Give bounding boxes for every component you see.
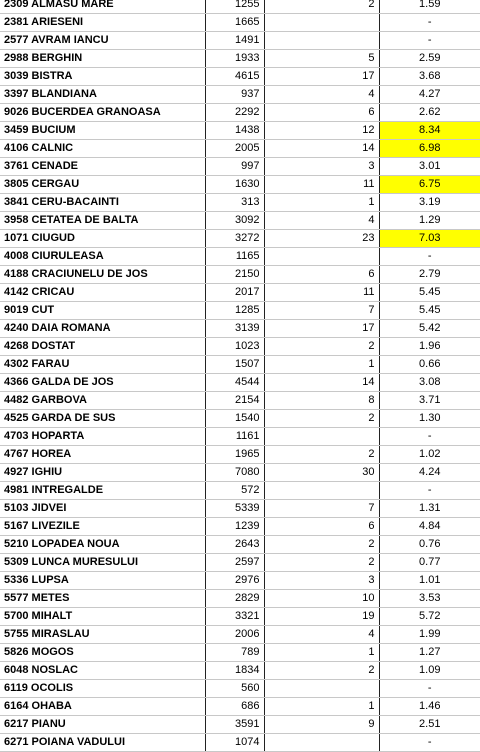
cell-locality[interactable]: 5826 MOGOS — [0, 644, 205, 662]
cell-locality[interactable]: 4142 CRICAU — [0, 284, 205, 302]
cell-cases[interactable]: 30 — [264, 464, 379, 482]
cell-rate[interactable]: 3.08 — [379, 374, 480, 392]
cell-locality[interactable]: 9026 BUCERDEA GRANOASA — [0, 104, 205, 122]
table-row — [0, 0, 480, 14]
table-row — [0, 734, 480, 752]
cell-locality[interactable]: 4927 IGHIU — [0, 464, 205, 482]
cell-population[interactable]: 5339 — [205, 500, 264, 518]
table-row — [0, 266, 480, 284]
cell-cases[interactable]: 1 — [264, 698, 379, 716]
table-row — [0, 86, 480, 104]
table-row — [0, 338, 480, 356]
cell-locality[interactable]: 2577 AVRAM IANCU — [0, 32, 205, 50]
table-row — [0, 428, 480, 446]
cell-cases[interactable]: 11 — [264, 176, 379, 194]
table-row — [0, 284, 480, 302]
cell-population[interactable]: 560 — [205, 680, 264, 698]
cell-population[interactable]: 1491 — [205, 32, 264, 50]
cell-rate[interactable]: 4.27 — [379, 86, 480, 104]
table-row — [0, 14, 480, 32]
table-row — [0, 644, 480, 662]
cell-rate[interactable]: - — [379, 14, 480, 32]
cell-cases[interactable]: 6 — [264, 518, 379, 536]
cell-rate[interactable]: 6.75 — [379, 176, 480, 194]
cell-rate[interactable]: 3.68 — [379, 68, 480, 86]
cell-rate[interactable]: 7.03 — [379, 230, 480, 248]
cell-cases[interactable]: 5 — [264, 50, 379, 68]
table-row — [0, 482, 480, 500]
cell-rate[interactable]: - — [379, 680, 480, 698]
cell-rate[interactable]: - — [379, 734, 480, 752]
cell-cases[interactable]: 2 — [264, 338, 379, 356]
cell-cases[interactable]: 3 — [264, 572, 379, 590]
cell-population[interactable]: 3139 — [205, 320, 264, 338]
cell-rate[interactable]: 6.98 — [379, 140, 480, 158]
cell-population[interactable]: 686 — [205, 698, 264, 716]
cell-population[interactable]: 2154 — [205, 392, 264, 410]
cell-rate[interactable]: - — [379, 482, 480, 500]
cell-population[interactable]: 572 — [205, 482, 264, 500]
table-row — [0, 554, 480, 572]
cell-cases[interactable]: 10 — [264, 590, 379, 608]
cell-population[interactable]: 3092 — [205, 212, 264, 230]
cell-population[interactable]: 2643 — [205, 536, 264, 554]
cell-rate[interactable]: 1.01 — [379, 572, 480, 590]
cell-rate[interactable]: 0.77 — [379, 554, 480, 572]
cell-locality[interactable]: 4767 HOREA — [0, 446, 205, 464]
cell-locality[interactable]: 2988 BERGHIN — [0, 50, 205, 68]
cell-population[interactable]: 2006 — [205, 626, 264, 644]
cell-rate[interactable]: 1.30 — [379, 410, 480, 428]
cell-locality[interactable]: 5755 MIRASLAU — [0, 626, 205, 644]
cell-locality[interactable]: 4482 GARBOVA — [0, 392, 205, 410]
cell-population[interactable]: 2005 — [205, 140, 264, 158]
cell-locality[interactable]: 6119 OCOLIS — [0, 680, 205, 698]
cell-population[interactable]: 1507 — [205, 356, 264, 374]
cell-locality[interactable]: 4302 FARAU — [0, 356, 205, 374]
cell-population[interactable]: 2976 — [205, 572, 264, 590]
cell-rate[interactable]: 3.01 — [379, 158, 480, 176]
cell-population[interactable]: 2150 — [205, 266, 264, 284]
cell-rate[interactable]: 5.42 — [379, 320, 480, 338]
cell-cases[interactable]: 7 — [264, 500, 379, 518]
cell-locality[interactable]: 4106 CALNIC — [0, 140, 205, 158]
table-row — [0, 536, 480, 554]
cell-population[interactable]: 4615 — [205, 68, 264, 86]
cell-locality[interactable]: 3397 BLANDIANA — [0, 86, 205, 104]
cell-rate[interactable]: 4.24 — [379, 464, 480, 482]
cell-locality[interactable]: 4188 CRACIUNELU DE JOS — [0, 266, 205, 284]
table-row — [0, 464, 480, 482]
cell-population[interactable]: 1285 — [205, 302, 264, 320]
cell-rate[interactable]: 1.02 — [379, 446, 480, 464]
cell-rate[interactable]: 1.99 — [379, 626, 480, 644]
cell-population[interactable]: 313 — [205, 194, 264, 212]
table-row — [0, 176, 480, 194]
cell-cases[interactable]: 23 — [264, 230, 379, 248]
cell-locality[interactable]: 4008 CIURULEASA — [0, 248, 205, 266]
cell-population[interactable]: 2017 — [205, 284, 264, 302]
cell-population[interactable]: 1630 — [205, 176, 264, 194]
cell-rate[interactable]: 2.79 — [379, 266, 480, 284]
cell-cases[interactable]: 2 — [264, 536, 379, 554]
cell-population[interactable]: 3321 — [205, 608, 264, 626]
cell-rate[interactable]: 2.59 — [379, 50, 480, 68]
cell-locality[interactable]: 5103 JIDVEI — [0, 500, 205, 518]
cell-rate[interactable]: 1.09 — [379, 662, 480, 680]
cell-cases[interactable]: 6 — [264, 104, 379, 122]
cell-population[interactable]: 937 — [205, 86, 264, 104]
cell-locality[interactable]: 1071 CIUGUD — [0, 230, 205, 248]
cell-cases[interactable]: 2 — [264, 0, 379, 14]
cell-cases[interactable]: 2 — [264, 446, 379, 464]
cell-rate[interactable]: 2.51 — [379, 716, 480, 734]
cell-rate[interactable]: 5.45 — [379, 284, 480, 302]
cell-rate[interactable]: 0.66 — [379, 356, 480, 374]
cell-rate[interactable]: 1.46 — [379, 698, 480, 716]
cell-locality[interactable]: 4268 DOSTAT — [0, 338, 205, 356]
cell-rate[interactable]: 1.29 — [379, 212, 480, 230]
cell-population[interactable]: 1161 — [205, 428, 264, 446]
cell-cases[interactable]: 2 — [264, 554, 379, 572]
cell-cases[interactable]: 7 — [264, 302, 379, 320]
cell-locality[interactable]: 3841 CERU-BACAINTI — [0, 194, 205, 212]
cell-population[interactable]: 7080 — [205, 464, 264, 482]
cell-rate[interactable]: 1.59 — [379, 0, 480, 14]
cell-cases[interactable]: 3 — [264, 158, 379, 176]
cell-population[interactable]: 1965 — [205, 446, 264, 464]
table-row — [0, 698, 480, 716]
cell-population[interactable]: 2829 — [205, 590, 264, 608]
table-row — [0, 122, 480, 140]
cell-cases[interactable]: 8 — [264, 392, 379, 410]
cell-cases[interactable] — [264, 14, 379, 32]
cell-cases[interactable]: 1 — [264, 356, 379, 374]
cell-cases[interactable]: 4 — [264, 212, 379, 230]
cell-cases[interactable]: 11 — [264, 284, 379, 302]
cell-cases[interactable]: 19 — [264, 608, 379, 626]
cell-locality[interactable]: 5336 LUPSA — [0, 572, 205, 590]
cell-population[interactable]: 4544 — [205, 374, 264, 392]
cell-population[interactable]: 997 — [205, 158, 264, 176]
cell-population[interactable]: 1438 — [205, 122, 264, 140]
table-row — [0, 356, 480, 374]
cell-locality[interactable]: 5577 METES — [0, 590, 205, 608]
cell-rate[interactable]: 1.96 — [379, 338, 480, 356]
cell-cases[interactable]: 2 — [264, 410, 379, 428]
cell-cases[interactable]: 17 — [264, 68, 379, 86]
cell-cases[interactable]: 14 — [264, 140, 379, 158]
table-row — [0, 572, 480, 590]
cell-cases[interactable] — [264, 32, 379, 50]
table-row — [0, 158, 480, 176]
cell-rate[interactable]: 4.84 — [379, 518, 480, 536]
cell-population[interactable]: 1540 — [205, 410, 264, 428]
cell-locality[interactable]: 4366 GALDA DE JOS — [0, 374, 205, 392]
cell-cases[interactable]: 4 — [264, 626, 379, 644]
cell-population[interactable]: 2597 — [205, 554, 264, 572]
table-row — [0, 392, 480, 410]
cell-locality[interactable]: 4240 DAIA ROMANA — [0, 320, 205, 338]
table-row — [0, 608, 480, 626]
cell-locality[interactable]: 5700 MIHALT — [0, 608, 205, 626]
cell-locality[interactable]: 3459 BUCIUM — [0, 122, 205, 140]
cell-cases[interactable] — [264, 248, 379, 266]
cell-rate[interactable]: 1.27 — [379, 644, 480, 662]
table-row — [0, 320, 480, 338]
cell-rate[interactable]: 5.72 — [379, 608, 480, 626]
cell-locality[interactable]: 2381 ARIESENI — [0, 14, 205, 32]
cell-cases[interactable]: 12 — [264, 122, 379, 140]
cell-locality[interactable]: 5210 LOPADEA NOUA — [0, 536, 205, 554]
table-row — [0, 140, 480, 158]
table-row — [0, 302, 480, 320]
cell-rate[interactable]: 5.45 — [379, 302, 480, 320]
cell-locality[interactable]: 6164 OHABA — [0, 698, 205, 716]
table-row — [0, 662, 480, 680]
cell-population[interactable]: 1074 — [205, 734, 264, 752]
cell-cases[interactable] — [264, 680, 379, 698]
cell-locality[interactable]: 4703 HOPARTA — [0, 428, 205, 446]
cell-rate[interactable]: 8.34 — [379, 122, 480, 140]
cell-locality[interactable]: 6271 POIANA VADULUI — [0, 734, 205, 752]
cell-locality[interactable]: 4525 GARDA DE SUS — [0, 410, 205, 428]
table-row — [0, 590, 480, 608]
cell-rate[interactable]: 3.71 — [379, 392, 480, 410]
cell-cases[interactable] — [264, 428, 379, 446]
cell-cases[interactable]: 4 — [264, 86, 379, 104]
cell-rate[interactable]: - — [379, 428, 480, 446]
table-row — [0, 680, 480, 698]
cell-cases[interactable]: 17 — [264, 320, 379, 338]
cell-locality[interactable]: 5309 LUNCA MURESULUI — [0, 554, 205, 572]
cell-population[interactable]: 1834 — [205, 662, 264, 680]
cell-locality[interactable]: 3805 CERGAU — [0, 176, 205, 194]
cell-population[interactable]: 3272 — [205, 230, 264, 248]
table-row — [0, 68, 480, 86]
cell-cases[interactable]: 1 — [264, 644, 379, 662]
cell-population[interactable]: 1239 — [205, 518, 264, 536]
cell-population[interactable]: 2292 — [205, 104, 264, 122]
table-row — [0, 230, 480, 248]
table-row — [0, 374, 480, 392]
table-row — [0, 500, 480, 518]
cell-rate[interactable]: 0.76 — [379, 536, 480, 554]
cell-locality[interactable]: 2309 ALMASU MARE — [0, 0, 205, 14]
table-row — [0, 716, 480, 734]
cell-locality[interactable]: 6217 PIANU — [0, 716, 205, 734]
table-row — [0, 50, 480, 68]
cell-cases[interactable]: 1 — [264, 194, 379, 212]
cell-locality[interactable]: 9019 CUT — [0, 302, 205, 320]
cell-cases[interactable]: 2 — [264, 662, 379, 680]
cell-cases[interactable]: 14 — [264, 374, 379, 392]
cell-rate[interactable]: 3.53 — [379, 590, 480, 608]
cell-population[interactable]: 1023 — [205, 338, 264, 356]
cell-cases[interactable] — [264, 482, 379, 500]
cell-locality[interactable]: 4981 INTREGALDE — [0, 482, 205, 500]
cell-cases[interactable]: 9 — [264, 716, 379, 734]
table-row — [0, 626, 480, 644]
table-row — [0, 194, 480, 212]
cell-rate[interactable]: 1.31 — [379, 500, 480, 518]
cell-locality[interactable]: 5167 LIVEZILE — [0, 518, 205, 536]
table-row — [0, 212, 480, 230]
cell-cases[interactable]: 6 — [264, 266, 379, 284]
cell-locality[interactable]: 6048 NOSLAC — [0, 662, 205, 680]
cell-rate[interactable]: - — [379, 32, 480, 50]
cell-population[interactable]: 1933 — [205, 50, 264, 68]
cell-locality[interactable]: 3039 BISTRA — [0, 68, 205, 86]
cell-locality[interactable]: 3761 CENADE — [0, 158, 205, 176]
table-row — [0, 248, 480, 266]
cell-rate[interactable]: 3.19 — [379, 194, 480, 212]
cell-rate[interactable]: 2.62 — [379, 104, 480, 122]
cell-cases[interactable] — [264, 734, 379, 752]
cell-locality[interactable]: 3958 CETATEA DE BALTA — [0, 212, 205, 230]
table-row — [0, 32, 480, 50]
cell-rate[interactable]: - — [379, 248, 480, 266]
table-row — [0, 410, 480, 428]
cell-population[interactable]: 789 — [205, 644, 264, 662]
cell-population[interactable]: 1665 — [205, 14, 264, 32]
table-row — [0, 518, 480, 536]
cell-population[interactable]: 3591 — [205, 716, 264, 734]
cell-population[interactable]: 1255 — [205, 0, 264, 14]
cell-population[interactable]: 1165 — [205, 248, 264, 266]
table-row — [0, 104, 480, 122]
table-row — [0, 446, 480, 464]
